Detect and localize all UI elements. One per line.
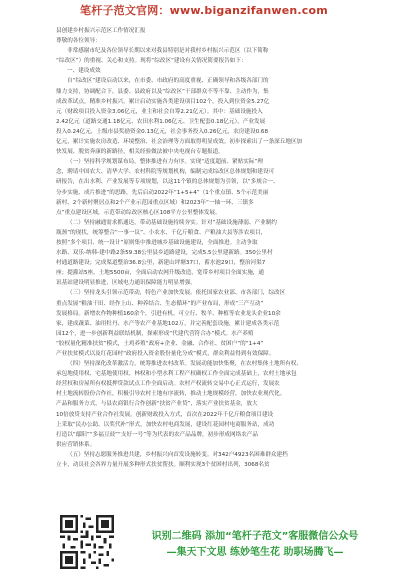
qr-code-icon[interactable] <box>60 515 114 569</box>
paragraph-line: 分步实施、成片推进”的思路，先后启动2022年“1+5+4”（1个重点镇、5个示范美丽 <box>56 189 269 196</box>
paragraph-line: 念，聘请中国农大、清华大学、农村科院等规划机构，编制完成综改区总体规划和建设可 <box>56 169 275 176</box>
paragraph-line: 自“综改区”建设启动以来，在市委、市政府的高度重视、正确领导和各级各部门的 <box>67 78 269 85</box>
paragraph-line: 讯基站建设明显推进，区域电力通讯保障能力明显增强。 <box>56 280 196 287</box>
paragraph-line: 承包地使用权、宅基地使用权、林权和小型水利工程产权确权工作全面完成基础上，农村土地承包 <box>56 371 297 378</box>
paragraph-line: 座；提灌站5座，土地5500亩，全面启动农网升级改造，宽带乡村项目全面实施，通 <box>56 270 264 277</box>
footer-slogan: —集天下文思 练妙笔生花 助职场腾飞— <box>166 547 344 558</box>
paragraph-line: 快发展、脱贫奔康的新路径，相关经验做法被中央电视台专题报道。 <box>56 149 224 156</box>
paragraph-line: “胶权量化精准扶贫”模式，土鸡养殖“政府+企业、金融、合作社、贫困户”的“1+4” <box>56 340 264 347</box>
site-banner <box>0 0 408 17</box>
paragraph-line: 发展格局。新增农作物种植160余个，引进有机、可立行、牧羊、种植等农业龙头企业10余 <box>56 310 281 317</box>
paragraph-line: 元（财政项目投入资金3.06亿元，业主和社会自筹2.21亿元）。其中：基础设施投入 <box>56 108 263 115</box>
paragraph-line: 立卡，动员社会各界力量开展多种形式扶贫帮扶。顺利实现3个贫困村出列，3068名贫 <box>56 462 270 469</box>
paragraph-line: 瓶颈”的现状，统筹整合“一事一议”、小农水、千亿斤粮食、产粮油大县等涉农项目， <box>56 229 267 236</box>
paragraph-line: （二）坚持融通需求抓通达，带动基础设施持续夯实。针对“基础设施薄弱、产业制约 <box>67 219 277 226</box>
paragraph-line: 鼎力支持，协调配合下，县委、县政府以及“综改区”干部群众不等不靠、主动作为，集 <box>56 88 269 95</box>
paragraph-line: 上采取“民办公助、以奖代补”形式，加快农村电商发展，建设红花园村电商服务站，成功 <box>56 421 275 428</box>
section-heading: 一、建设成效 <box>67 68 101 75</box>
paragraph-line: 成改革试点，精准乡村振兴，累计启动实施各类建设项目102个，投入到位资金5.27亿 <box>56 98 270 105</box>
paragraph-line: 村通道路建设；完成渠道整治36.8公里，新建山坪塘37口，蓄水池29口，整治河渠7 <box>56 260 266 267</box>
footer-cta-text: 识别二维码 添加“笔杆子范文”客服微信公众号 <box>151 531 359 542</box>
paragraph-line: 投入0.24亿元，上级市县奖励资金0.13亿元，社会事务投入0.26亿元，农房建设0.68 <box>56 128 269 135</box>
paragraph-line: 村土地流转股份合作社，积极引导农村土地有序流转，推动土地规模经营，加快农业现代化。 <box>56 391 286 398</box>
paragraph-line: 经营权和房屋所有权抵押贷款试点工作全面启动。农村产权流转交易中心正式运行，发展农 <box>56 381 280 388</box>
paragraph-line: 亿元，累计实施农房改造、环境整治、社会治理等方面取得明显成效。初步探索出了一条深丘地区加 <box>56 139 303 146</box>
paragraph-line: 10倍放贷支持产业合作社发展。创新财政投入方式，首次在2022年千亿斤粮食项目建设 <box>56 411 274 418</box>
paragraph-line: 按照“多个项目、统一设计”原则集中推进城乡基础设施建设，全面推进。主动争取 <box>56 239 258 246</box>
paragraph-line: 研报告，在出水利、产业发展等专项规划，以这11个镇的总体规划为引领，以“多规合一、 <box>56 179 279 186</box>
paragraph-line: 2.42亿元（道路交通1.18亿元、农田水利1.06亿元、卫生配套0.18亿元），产业发展 <box>56 118 266 125</box>
paragraph-line: “综改区”）的重视、关心和支持。现将“综改区”建设有关情况简要报告如下： <box>56 58 247 65</box>
document-body <box>56 26 358 470</box>
paragraph-line: 水路、双乐-纳韩-建中路2条59.38公里县乡道路建设，完成5.5公里建新路。350公里村 <box>56 250 273 257</box>
paragraph-line: 供应营销体系。 <box>56 441 96 448</box>
banner-url-text[interactable]: 笔杆子范文官网：www.biganzifanwen.com <box>80 4 328 17</box>
paragraph-line: 打造以“鄢阳”“多福豆豉”“支好一号”等为代表的农产品品牌，初步形成网络农产品 <box>56 431 258 438</box>
paragraph-line: （一）坚持科学规划谋布局，整体推进有力有序。实现“适度超前、紧贴实际”理 <box>67 159 263 166</box>
paragraph-line: 重点发展“粮油干田、经作上山、种养结合、生态循环”的产业布局，形成“三产互动” <box>56 300 264 307</box>
paragraph-line: 非常感谢市纪及各位领导长期以来对我县特别是对我村乡村振兴示范区（以下简称 <box>67 48 269 55</box>
paragraph-line: （四）坚持深化改革激活力，统筹推进农村改革。发展动能加快集聚，在农村集体土地所有权、 <box>67 361 302 368</box>
paragraph-line: 产业扶贫模式以及红花园村“政府投入资金股份量化分成”模式，群众利益得到有效保障。 <box>56 351 275 357</box>
paragraph-line: 点”重点建设区域，示范带动综改区核心区108平方公里整体发展。 <box>56 209 221 216</box>
paragraph-line: （五）坚持志愿服务推进共建，乡村振兴向首发设施转变。对342户4923名困难群众建档 <box>67 451 288 458</box>
paragraph-line: 园12个，进一步创新利益联结机制，探索形成“代建代营符合办”模式。水产养殖 <box>56 330 254 337</box>
paragraph-line: 家，建成蔬菜、油用牡丹、水产等农产业基地102万，并完善配套设施，累计建成各类示范 <box>56 320 280 327</box>
paragraph-line: （三）坚持龙头引领示范带动，特色产业加快发展。依托国家农业部、市各部门，综改区 <box>67 290 286 297</box>
salutation: 尊敬的各位领导： <box>56 38 101 45</box>
paragraph-line: 产品和服务方式，与县农商银行合作创新“扶贫产业贷”，落实产业扶贫基金，放大 <box>56 401 258 408</box>
doc-title: 县创建乡村振兴示范区工作情况汇报 <box>56 28 146 34</box>
paragraph-line: 新村、2个新村聚居点和2个产业示范园重点区域）和2023年“一轴一环、三镇多 <box>56 199 254 206</box>
